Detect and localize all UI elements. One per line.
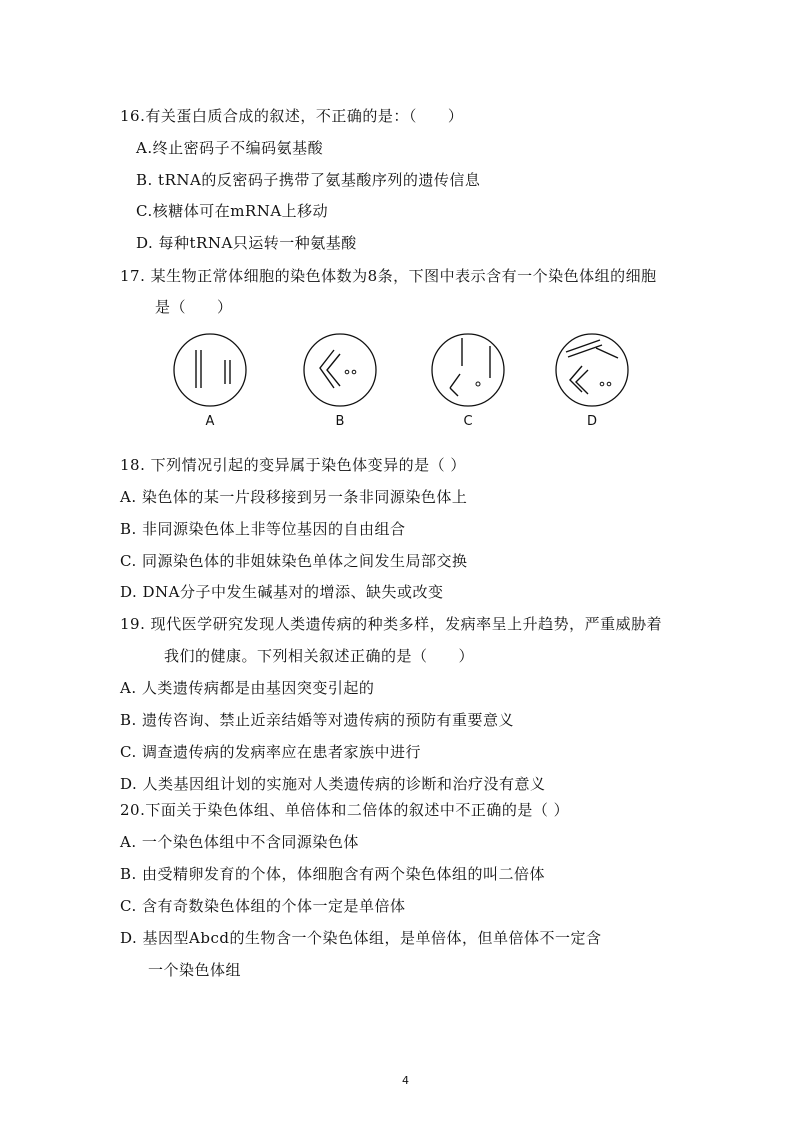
q16-option-a: A.终止密码子不编码氨基酸 — [136, 139, 324, 157]
q16-stem: 16.有关蛋白质合成的叙述，不正确的是：（ ） — [120, 107, 464, 125]
q18-option-b: B. 非同源染色体上非等位基因的自由组合 — [120, 520, 406, 538]
page-number: 4 — [402, 1074, 409, 1087]
q18-option-a: A. 染色体的某一片段移接到另一条非同源染色体上 — [120, 488, 468, 506]
q20-option-d-continuation: 一个染色体组 — [148, 961, 242, 979]
q17-figures — [170, 330, 640, 440]
cell-b-drawing — [300, 330, 380, 410]
q18-option-d: D. DNA分子中发生碱基对的增添、缺失或改变 — [120, 583, 444, 601]
cell-figure-a — [170, 330, 250, 440]
cell-label-c: C — [463, 414, 473, 429]
cell-label-b: B — [335, 414, 345, 429]
q16-option-c: C.核糖体可在mRNA上移动 — [136, 202, 329, 220]
cell-a-drawing — [170, 330, 250, 410]
q19-stem-line1: 19. 现代医学研究发现人类遗传病的种类多样，发病率呈上升趋势，严重威胁着 — [120, 615, 663, 633]
cell-figure-c — [428, 330, 508, 440]
cell-label-a: A — [205, 414, 215, 429]
q19-option-d: D. 人类基因组计划的实施对人类遗传病的诊断和治疗没有意义 — [120, 775, 546, 793]
cell-figure-b — [300, 330, 380, 440]
q20-option-d: D. 基因型Abcd的生物含一个染色体组，是单倍体，但单倍体不一定含 — [120, 929, 602, 947]
cell-c-drawing — [428, 330, 508, 410]
q18-option-c: C. 同源染色体的非姐妹染色单体之间发生局部交换 — [120, 552, 468, 570]
q17-stem-line1: 17. 某生物正常体细胞的染色体数为8条，下图中表示含有一个染色体组的细胞 — [120, 267, 657, 285]
q16-option-b: B. tRNA的反密码子携带了氨基酸序列的遗传信息 — [136, 171, 481, 189]
q19-option-a: A. 人类遗传病都是由基因突变引起的 — [120, 679, 375, 697]
q17-stem-line2: 是（ ） — [155, 298, 233, 316]
cell-figure-d — [552, 330, 632, 440]
q16-option-d: D. 每种tRNA只运转一种氨基酸 — [136, 234, 357, 252]
q19-option-c: C. 调查遗传病的发病率应在患者家族中进行 — [120, 743, 421, 761]
q20-stem: 20.下面关于染色体组、单倍体和二倍体的叙述中不正确的是（ ） — [120, 801, 570, 819]
q20-option-a: A. 一个染色体组中不含同源染色体 — [120, 833, 359, 851]
q20-option-c: C. 含有奇数染色体组的个体一定是单倍体 — [120, 897, 406, 915]
q18-stem: 18. 下列情况引起的变异属于染色体变异的是（ ） — [120, 456, 466, 474]
q19-stem-line2: 我们的健康。下列相关叙述正确的是（ ） — [164, 647, 475, 665]
cell-d-drawing — [552, 330, 632, 410]
q20-option-b: B. 由受精卵发育的个体，体细胞含有两个染色体组的叫二倍体 — [120, 865, 546, 883]
cell-label-d: D — [586, 414, 597, 429]
q19-option-b: B. 遗传咨询、禁止近亲结婚等对遗传病的预防有重要意义 — [120, 711, 515, 729]
